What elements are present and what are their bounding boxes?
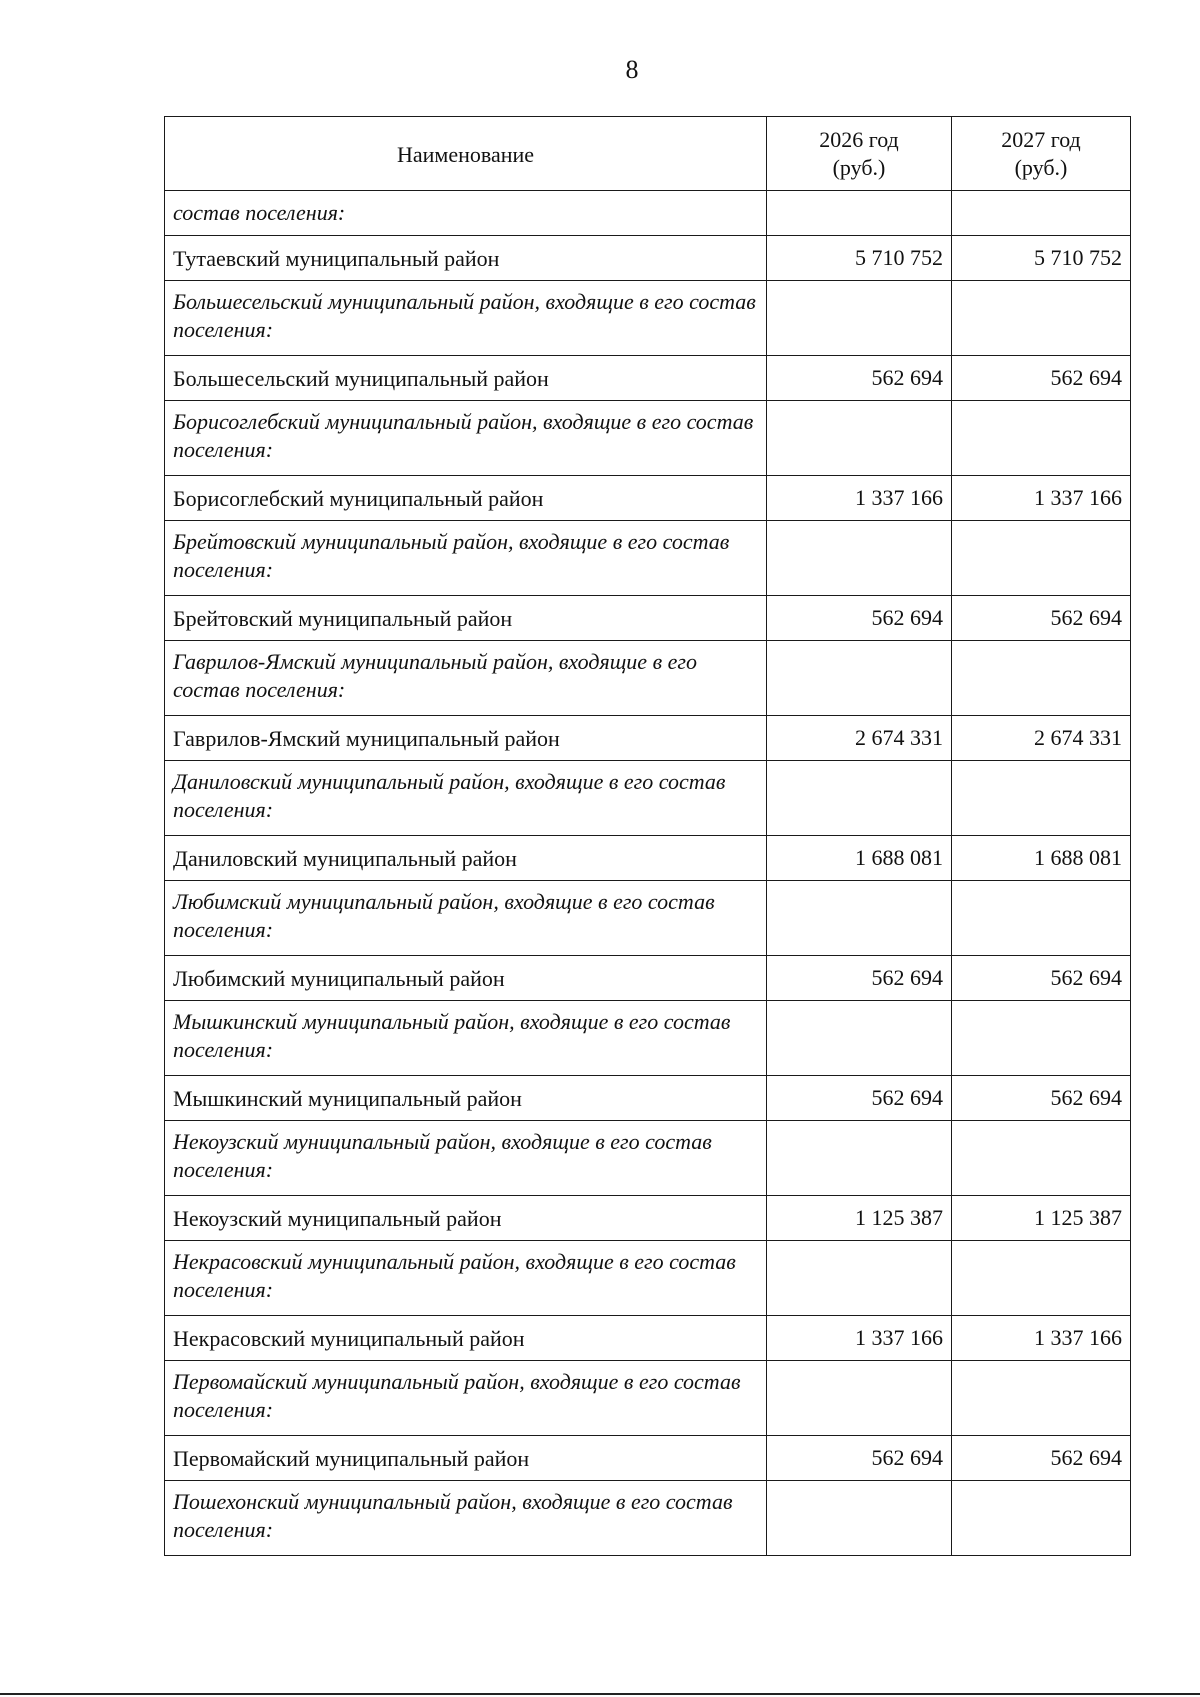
table-row-district (165, 956, 1131, 1001)
district-name-cell: Борисоглебский муниципальный район (165, 476, 767, 521)
table-row-district (165, 1436, 1131, 1481)
district-name-cell: Некоузский муниципальный район (165, 1196, 767, 1241)
amount-2026-cell (767, 1001, 952, 1076)
table-row-district (165, 836, 1131, 881)
page-number: 8 (625, 55, 639, 84)
table-row-group-heading (165, 1361, 1131, 1436)
amount-2027-cell (952, 881, 1131, 956)
amount-2026-cell: 1 688 081 (767, 836, 952, 881)
table-row-group-heading (165, 521, 1131, 596)
budget-table (164, 116, 1131, 1556)
amount-2026-cell (767, 1241, 952, 1316)
amount-2027-cell (952, 1121, 1131, 1196)
amount-2027-cell: 1 337 166 (952, 476, 1131, 521)
amount-2026-cell: 1 337 166 (767, 476, 952, 521)
amount-2026-cell (767, 521, 952, 596)
column-header-2026-year: 2026 год (819, 126, 899, 152)
amount-2026-cell (767, 191, 952, 236)
amount-2026-cell: 1 125 387 (767, 1196, 952, 1241)
table-row-district (165, 356, 1131, 401)
table-row-district (165, 1316, 1131, 1361)
amount-2027-cell (952, 1481, 1131, 1556)
district-name-cell: Даниловский муниципальный район (165, 836, 767, 881)
amount-2026-cell (767, 401, 952, 476)
amount-2027-cell: 1 337 166 (952, 1316, 1131, 1361)
district-name-cell: Мышкинский муниципальный район (165, 1076, 767, 1121)
amount-2026-cell (767, 281, 952, 356)
amount-2026-cell: 562 694 (767, 596, 952, 641)
amount-2026-cell: 562 694 (767, 356, 952, 401)
amount-2027-cell (952, 1001, 1131, 1076)
amount-2027-cell (952, 1241, 1131, 1316)
amount-2027-cell: 562 694 (952, 1436, 1131, 1481)
district-name-cell: Тутаевский муниципальный район (165, 236, 767, 281)
amount-2026-cell (767, 1361, 952, 1436)
amount-2026-cell (767, 761, 952, 836)
amount-2027-cell (952, 761, 1131, 836)
table-row-group-heading (165, 1241, 1131, 1316)
table-row-group-heading (165, 1121, 1131, 1196)
group-heading-cell: Большесельский муниципальный район, входящие в его состав поселения: (165, 281, 767, 356)
district-name-cell: Гаврилов-Ямский муниципальный район (165, 716, 767, 761)
group-heading-cell: Первомайский муниципальный район, входящие в его состав поселения: (165, 1361, 767, 1436)
district-name-cell: Любимский муниципальный район (165, 956, 767, 1001)
table-row-district (165, 596, 1131, 641)
amount-2027-cell (952, 401, 1131, 476)
amount-2027-cell: 562 694 (952, 956, 1131, 1001)
table-row-group-heading (165, 401, 1131, 476)
column-header-name-label: Наименование (396, 141, 535, 167)
amount-2027-cell: 2 674 331 (952, 716, 1131, 761)
table-row-group-heading (165, 641, 1131, 716)
table-row-group-heading (165, 281, 1131, 356)
group-heading-cell: Даниловский муниципальный район, входящие в его состав поселения: (165, 761, 767, 836)
amount-2027-cell (952, 641, 1131, 716)
column-header-2027 (952, 117, 1131, 191)
table-row-group-heading (165, 191, 1131, 236)
amount-2027-cell: 562 694 (952, 596, 1131, 641)
table-row-district (165, 1196, 1131, 1241)
amount-2027-cell: 562 694 (952, 1076, 1131, 1121)
district-name-cell: Большесельский муниципальный район (165, 356, 767, 401)
table-row-group-heading (165, 1001, 1131, 1076)
amount-2027-cell: 1 125 387 (952, 1196, 1131, 1241)
column-header-2026-unit: (руб.) (832, 154, 886, 180)
district-name-cell: Первомайский муниципальный район (165, 1436, 767, 1481)
table-row-group-heading (165, 1481, 1131, 1556)
table-row-district (165, 716, 1131, 761)
amount-2026-cell (767, 641, 952, 716)
amount-2027-cell (952, 191, 1131, 236)
table-row-district (165, 1076, 1131, 1121)
group-heading-cell: Брейтовский муниципальный район, входящие в его состав поселения: (165, 521, 767, 596)
amount-2026-cell: 5 710 752 (767, 236, 952, 281)
group-heading-cell: Мышкинский муниципальный район, входящие в его состав поселения: (165, 1001, 767, 1076)
amount-2026-cell (767, 1481, 952, 1556)
table-row-group-heading (165, 761, 1131, 836)
group-heading-cell: Любимский муниципальный район, входящие в его состав поселения: (165, 881, 767, 956)
amount-2027-cell (952, 1361, 1131, 1436)
amount-2026-cell: 562 694 (767, 1436, 952, 1481)
amount-2027-cell (952, 281, 1131, 356)
amount-2026-cell: 562 694 (767, 956, 952, 1001)
group-heading-cell: Борисоглебский муниципальный район, входящие в его состав поселения: (165, 401, 767, 476)
amount-2027-cell: 5 710 752 (952, 236, 1131, 281)
group-heading-cell: Пошехонский муниципальный район, входящие в его состав поселения: (165, 1481, 767, 1556)
table-row-group-heading (165, 881, 1131, 956)
group-heading-cell: Некоузский муниципальный район, входящие в его состав поселения: (165, 1121, 767, 1196)
group-heading-cell: состав поселения: (165, 191, 767, 236)
group-heading-cell: Гаврилов-Ямский муниципальный район, входящие в его состав поселения: (165, 641, 767, 716)
amount-2026-cell: 2 674 331 (767, 716, 952, 761)
amount-2026-cell: 1 337 166 (767, 1316, 952, 1361)
column-header-name (165, 117, 767, 191)
amount-2027-cell: 1 688 081 (952, 836, 1131, 881)
table-row-district (165, 476, 1131, 521)
amount-2027-cell (952, 521, 1131, 596)
amount-2027-cell: 562 694 (952, 356, 1131, 401)
column-header-2027-year: 2027 год (1001, 126, 1081, 152)
district-name-cell: Некрасовский муниципальный район (165, 1316, 767, 1361)
amount-2026-cell (767, 1121, 952, 1196)
amount-2026-cell (767, 881, 952, 956)
page-bottom-edge (0, 1693, 1200, 1695)
column-header-2026 (767, 117, 952, 191)
district-name-cell: Брейтовский муниципальный район (165, 596, 767, 641)
table-row-district (165, 236, 1131, 281)
table-header-row (165, 117, 1131, 191)
table-body (165, 191, 1131, 1556)
group-heading-cell: Некрасовский муниципальный район, входящие в его состав поселения: (165, 1241, 767, 1316)
column-header-2027-unit: (руб.) (1014, 154, 1068, 180)
amount-2026-cell: 562 694 (767, 1076, 952, 1121)
